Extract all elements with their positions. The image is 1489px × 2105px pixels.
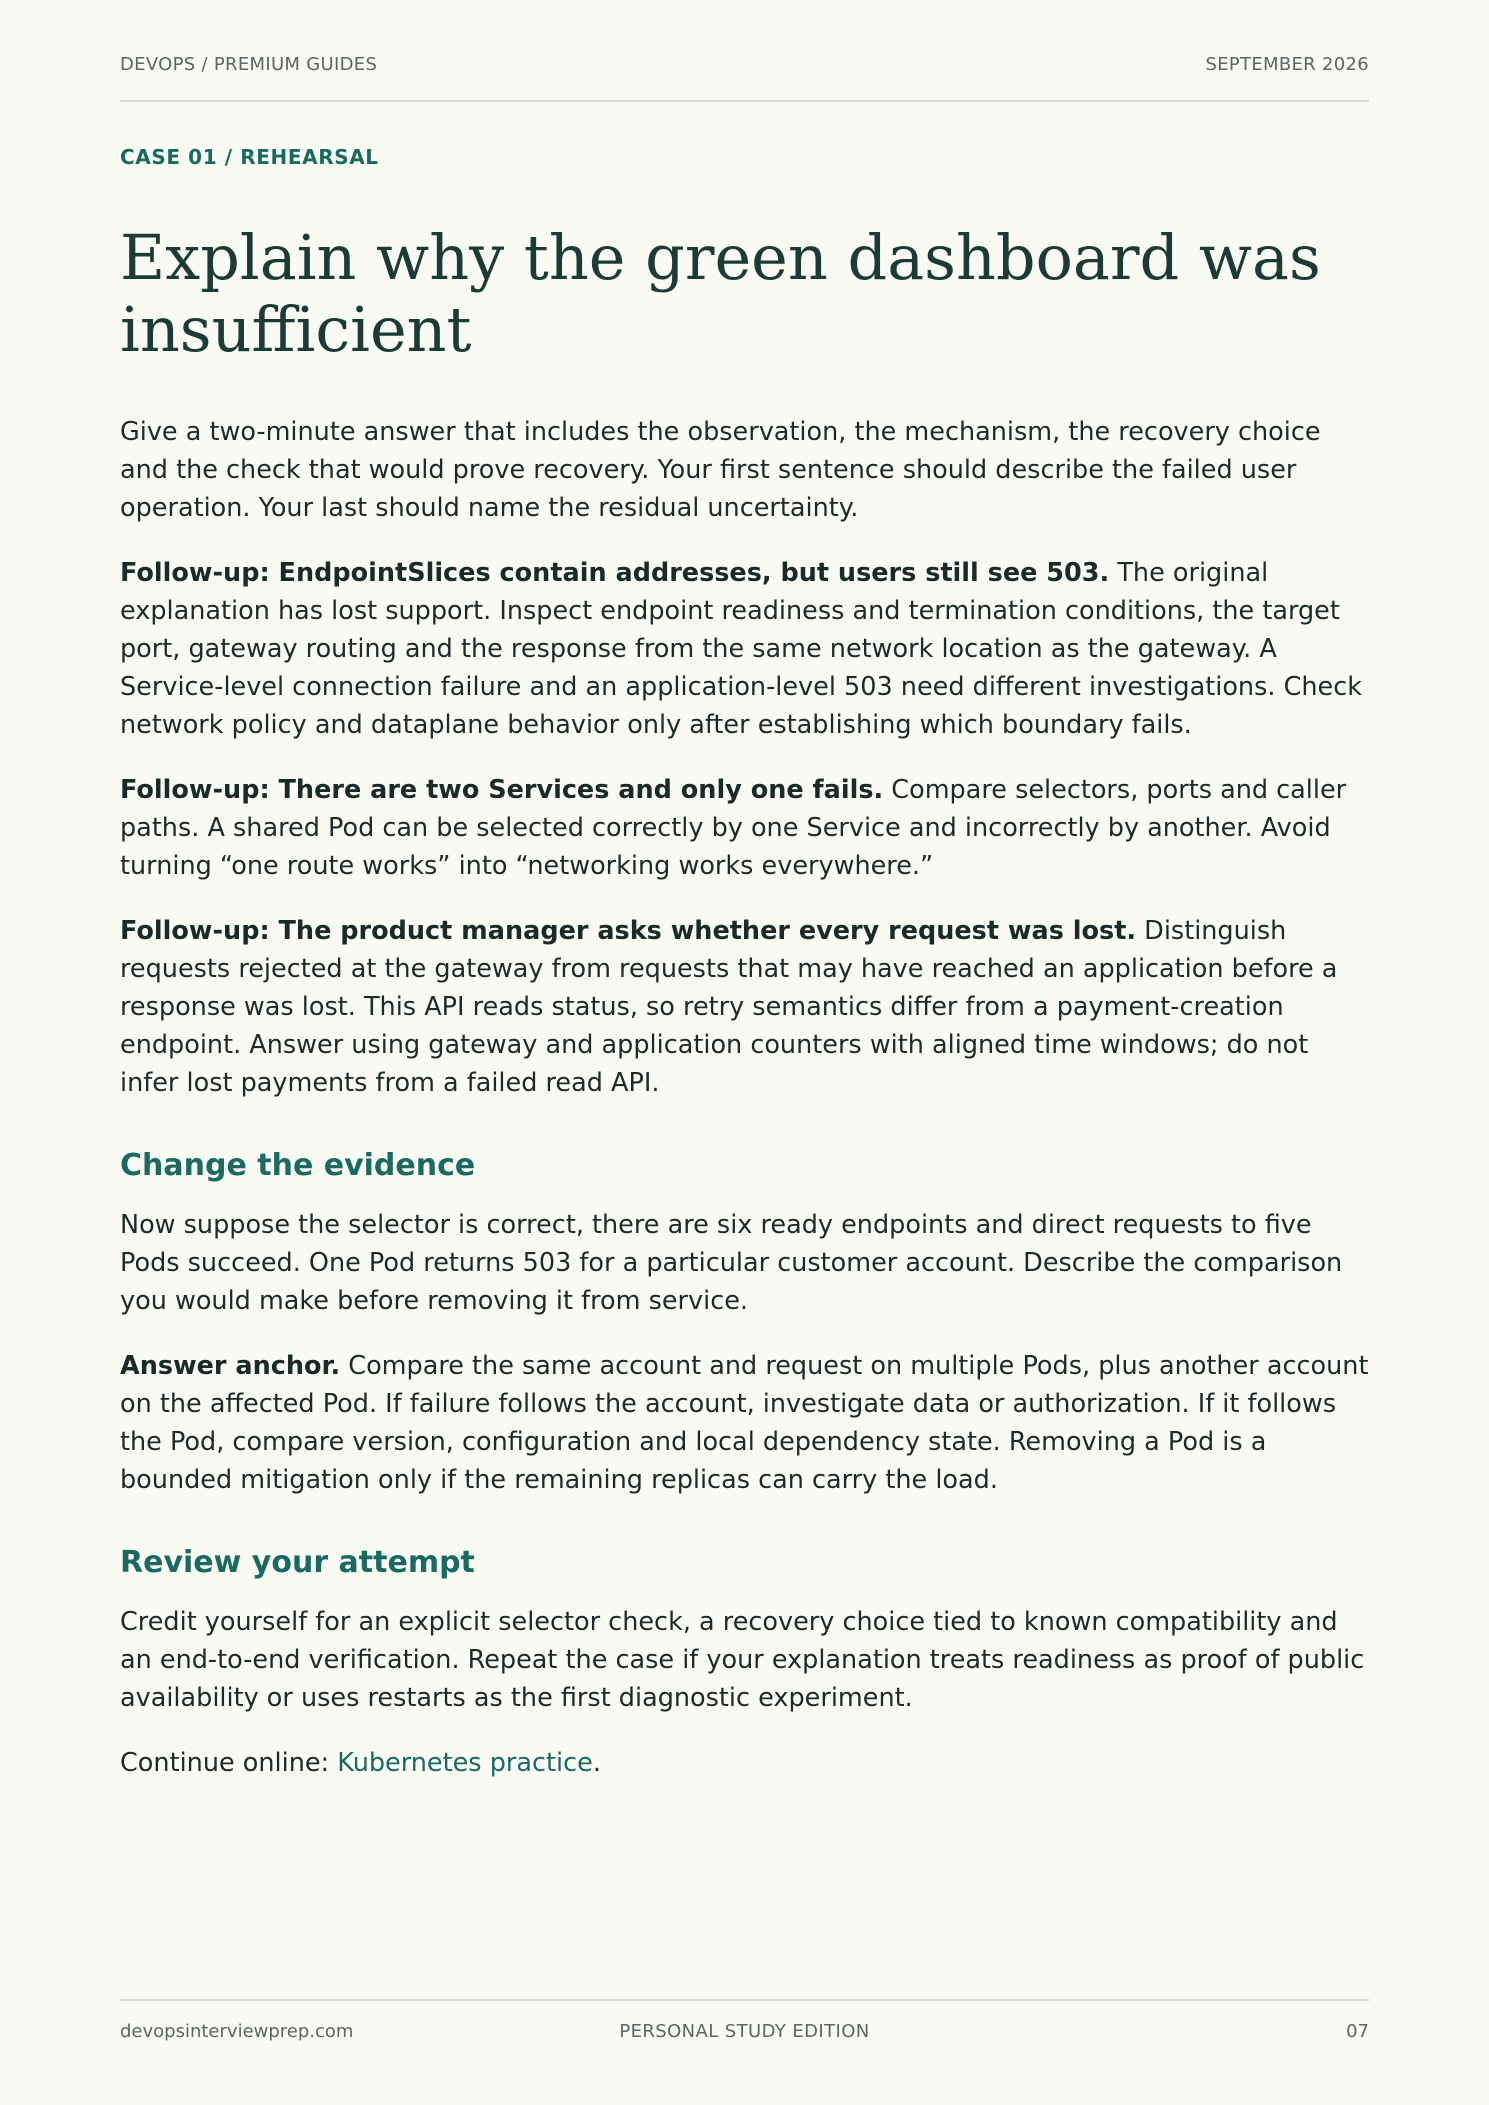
footer-site: devopsinterviewprep.com — [120, 2021, 354, 2042]
answer-anchor-text: Compare the same account and request on multiple Pods, plus another account on the affected Pod. If failure follows the account, investigate data or authorization. If it follows the Pod, compare version, configuration and local dependency state. Removing a Pod is a bounded mitigation only if the remaining replicas can carry the load. — [120, 1351, 1369, 1495]
footer-edition: PERSONAL STUDY EDITION — [619, 2021, 870, 2042]
review-paragraph: Credit yourself for an explicit selector check, a recovery choice tied to known compatibility and an end-to-end verification. Repeat the case if your explanation treats readiness as proof of public availability or uses restarts as the first diagnostic experiment. — [120, 1607, 1365, 1713]
change-evidence-paragraph: Now suppose the selector is correct, there are six ready endpoints and direct requests to five Pods succeed. One Pod returns 503 for a particular customer account. Describe the comparison you would make before removing it from service. — [120, 1210, 1343, 1316]
footer-page-number: 07 — [1346, 2021, 1369, 2042]
followup-lead-1: Follow-up: EndpointSlices contain addresses, but users still see 503. — [120, 558, 1110, 588]
continue-paragraph — [120, 1744, 1369, 1782]
answer-anchor-lead: Answer anchor. — [120, 1351, 341, 1381]
followup-text-2: Compare selectors, ports and caller paths. A shared Pod can be selected correctly by one Service and incorrectly by another. Avoid turning “one route works” into “networking works everywhere.” — [120, 775, 1347, 881]
case-eyebrow: CASE 01 / REHEARSAL — [120, 145, 379, 169]
article-body — [120, 413, 1369, 1809]
followup-paragraph-2 — [120, 771, 1369, 885]
page-header — [120, 54, 1369, 75]
followup-text-1: The original explanation has lost support. Inspect endpoint readiness and termination conditions, the target port, gateway routing and the response from the same network location as the gateway. A Service-level connection failure and an application-level 503 need different investigations. Check network policy and dataplane behavior only after establishing which boundary fails. — [120, 558, 1363, 740]
page — [120, 0, 1369, 2105]
intro-paragraph: Give a two-minute answer that includes the observation, the mechanism, the recovery choice and the check that would prove recovery. Your first sentence should describe the failed user operation. Your last should name the residual uncertainty. — [120, 417, 1321, 523]
followup-lead-3: Follow-up: The product manager asks whether every request was lost. — [120, 916, 1137, 946]
header-date: SEPTEMBER 2026 — [1205, 54, 1369, 75]
page-title: Explain why the green dashboard was insufficient — [120, 221, 1321, 366]
followup-lead-2: Follow-up: There are two Services and only one fails. — [120, 775, 884, 805]
continue-suffix: . — [592, 1748, 601, 1778]
header-section: DEVOPS / PREMIUM GUIDES — [120, 54, 378, 75]
kubernetes-practice-link[interactable]: Kubernetes practice — [337, 1748, 593, 1778]
followup-paragraph-1 — [120, 554, 1369, 744]
answer-anchor-paragraph — [120, 1347, 1369, 1499]
section-heading-change-evidence: Change the evidence — [120, 1148, 476, 1183]
header-divider — [120, 100, 1369, 102]
continue-prefix: Continue online: — [120, 1748, 338, 1778]
page-footer — [120, 2021, 1369, 2045]
footer-divider — [120, 1999, 1369, 2001]
followup-text-3: Distinguish requests rejected at the gateway from requests that may have reached an application before a response was lost. This API reads status, so retry semantics differ from a payment-creation endpoint. Answer using gateway and application counters with aligned time windows; do not infer lost payments from a failed read API. — [120, 916, 1338, 1098]
followup-paragraph-3 — [120, 912, 1369, 1102]
section-heading-review: Review your attempt — [120, 1545, 475, 1580]
